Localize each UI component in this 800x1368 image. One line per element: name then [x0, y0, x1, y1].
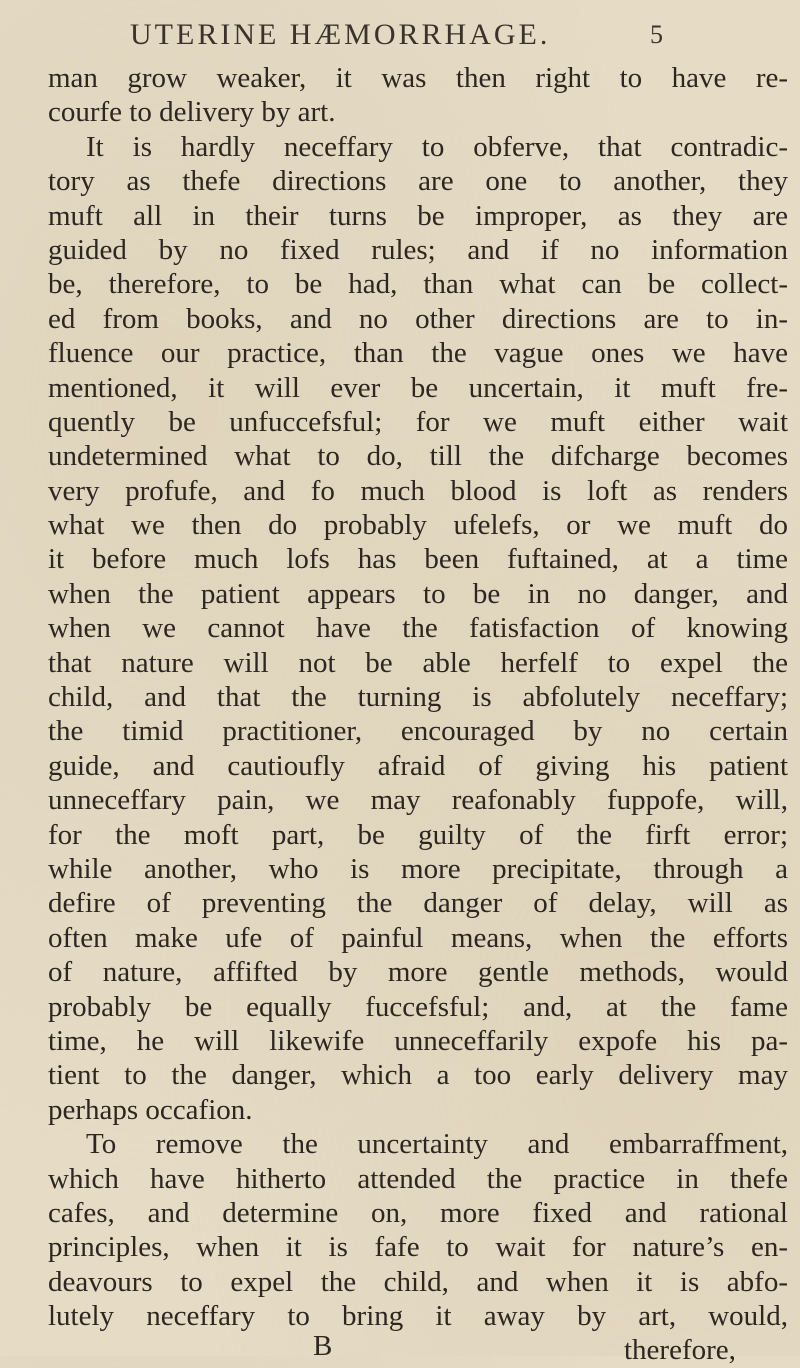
text-line: time, he will likewife unneceffarily expofe his pa- [48, 1024, 788, 1057]
text-line: that nature will not be able herfelf to expel the [48, 646, 788, 679]
text-line: be, therefore, to be had, than what can be collect- [48, 268, 788, 301]
text-line: it before much lofs has been fuftained, at a time [48, 543, 788, 576]
text-line: tory as thefe directions are one to another, they [48, 165, 788, 198]
text-line: guided by no fixed rules; and if no information [48, 233, 788, 266]
text-line: muft all in their turns be improper, as they are [48, 199, 788, 232]
text-line: courfe to delivery by art. [48, 96, 336, 129]
text-line: which have hitherto attended the practice in thefe [48, 1162, 788, 1195]
text-line: fluence our practice, than the vague ones we have [48, 337, 788, 370]
text-line: mentioned, it will ever be uncertain, it muft fre- [48, 371, 788, 404]
text-line: principles, when it is fafe to wait for nature’s en- [48, 1231, 788, 1264]
body-text [48, 61, 788, 1368]
text-line: guide, and cautioufly afraid of giving his patient [48, 749, 788, 782]
text-line: man grow weaker, it was then right to have re- [48, 62, 788, 94]
text-line: unneceffary pain, we may reafonably fuppofe, will, [48, 784, 788, 817]
text-line: ed from books, and no other directions are to in- [48, 302, 788, 335]
text-line: probably be equally fuccefsful; and, at the fame [48, 990, 788, 1023]
page-footer [48, 1330, 788, 1367]
text-line: for the moft part, be guilty of the firft error; [48, 818, 788, 851]
paragraph [48, 130, 788, 1127]
text-line: while another, who is more precipitate, through a [48, 852, 788, 885]
text-line: cafes, and determine on, more fixed and rational [48, 1196, 788, 1229]
text-line: lutely neceffary to bring it away by art, would, [48, 1300, 788, 1333]
text-line: the timid practitioner, encouraged by no certain [48, 715, 788, 748]
signature-mark: B [313, 1330, 333, 1363]
text-line: when we cannot have the fatisfaction of knowing [48, 612, 788, 645]
text-line: when the patient appears to be in no danger, and [48, 577, 788, 610]
text-line: It is hardly neceffary to obferve, that contradic- [86, 130, 788, 163]
paragraph [48, 1127, 788, 1333]
text-line: To remove the uncertainty and embarraffment, [86, 1128, 788, 1161]
page-number: 5 [650, 20, 663, 49]
catchword: therefore, [624, 1334, 736, 1367]
text-line: very profufe, and fo much blood is loft as renders [48, 474, 788, 507]
text-line: of nature, affifted by more gentle methods, would [48, 956, 788, 989]
text-line: what we then do probably ufelefs, or we muft do [48, 509, 788, 542]
text-line: tient to the danger, which a too early delivery may [48, 1059, 788, 1092]
text-line: often make ufe of painful means, when the efforts [48, 921, 788, 954]
running-head [130, 18, 750, 58]
text-line: defire of preventing the danger of delay, will as [48, 887, 788, 920]
text-line: deavours to expel the child, and when it is abfo- [48, 1265, 788, 1298]
text-line: quently be unfuccefsful; for we muft either wait [48, 405, 788, 438]
running-title: UTERINE HÆMORRHAGE. [130, 18, 551, 51]
text-line: perhaps occafion. [48, 1093, 253, 1126]
paragraph [48, 61, 788, 130]
text-line: undetermined what to do, till the difcharge becomes [48, 440, 788, 473]
text-line: child, and that the turning is abfolutely neceffary; [48, 681, 788, 714]
